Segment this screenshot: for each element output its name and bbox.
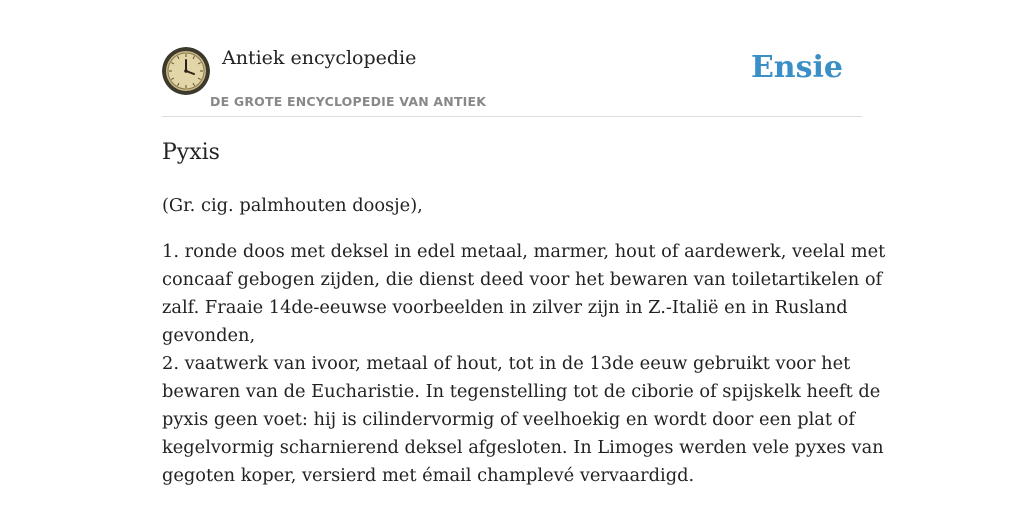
definition-line: pyxis geen voet: hij is cilindervormig of veelhoekig en wordt door een plat of	[162, 409, 855, 430]
definition-line: 2. vaatwerk van ivoor, metaal of hout, tot in de 13de eeuw gebruikt voor het	[162, 353, 851, 374]
definition-line: gevonden,	[162, 325, 256, 346]
site-subtitle: DE GROTE ENCYCLOPEDIE VAN ANTIEK	[210, 94, 487, 109]
site-title[interactable]: Antiek encyclopedie	[222, 47, 417, 69]
entry-body	[162, 192, 886, 490]
entry-intro: (Gr. cig. palmhouten doosje),	[162, 195, 423, 216]
definition-line: 1. ronde doos met deksel in edel metaal, marmer, hout of aardewerk, veelal met	[162, 241, 886, 262]
definition-line: zalf. Fraaie 14de-eeuwse voorbeelden in zilver zijn in Z.-Italië en in Rusland	[162, 297, 848, 318]
definition-line: kegelvormig scharnierend deksel afgesloten. In Limoges werden vele pyxes van	[162, 437, 884, 458]
definition-line: gegoten koper, versierd met émail champlevé vervaardigd.	[162, 465, 695, 486]
site-header	[162, 44, 862, 117]
entry-title: Pyxis	[162, 140, 220, 165]
entry-definitions	[162, 238, 886, 490]
definition-line: bewaren van de Eucharistie. In tegenstelling tot de ciborie of spijskelk heeft de	[162, 381, 881, 402]
clock-icon[interactable]	[162, 47, 210, 95]
brand-logo-link[interactable]: Ensie	[750, 50, 843, 85]
definition-line: concaaf gebogen zijden, die dienst deed voor het bewaren van toiletartikelen of	[162, 269, 883, 290]
